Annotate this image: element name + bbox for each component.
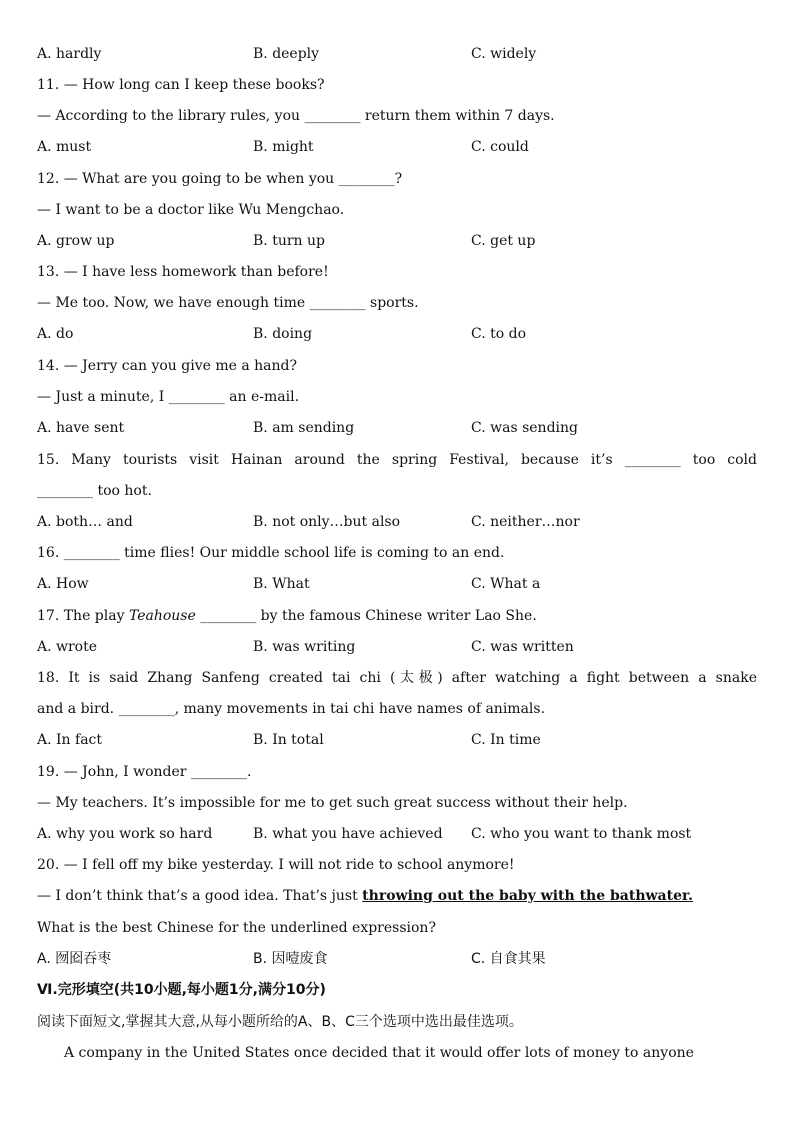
- q20-reply: [37, 885, 693, 907]
- q14-option-c[interactable]: C. was sending: [471, 420, 578, 436]
- q18-option-a[interactable]: A. In fact: [37, 732, 103, 748]
- q20-underlined-expression: throwing out the baby with the bathwater.: [362, 888, 693, 904]
- q20-option-c[interactable]: C. 自食其果: [471, 951, 546, 967]
- q12-stem: 12. — What are you going to be when you ________?: [37, 171, 403, 187]
- q14-reply: — Just a minute, I ________ an e-mail.: [37, 389, 300, 405]
- q12-option-b[interactable]: B. turn up: [253, 233, 325, 249]
- q15-stem-line2: ________ too hot.: [37, 483, 152, 499]
- q15-option-b[interactable]: B. not only…but also: [253, 514, 401, 530]
- q13-option-a[interactable]: A. do: [37, 326, 74, 342]
- q12-option-a[interactable]: A. grow up: [37, 233, 115, 249]
- q17-option-b[interactable]: B. was writing: [253, 639, 356, 655]
- q16-option-b[interactable]: B. What: [253, 576, 310, 592]
- q20-stem: 20. — I fell off my bike yesterday. I will not ride to school anymore!: [37, 857, 515, 873]
- q14-stem: 14. — Jerry can you give me a hand?: [37, 358, 298, 374]
- q10-option-a[interactable]: A. hardly: [37, 46, 102, 62]
- q13-reply: — Me too. Now, we have enough time ________ sports.: [37, 295, 419, 311]
- q13-option-b[interactable]: B. doing: [253, 326, 313, 342]
- q10-option-b[interactable]: B. deeply: [253, 46, 320, 62]
- q13-stem: 13. — I have less homework than before!: [37, 264, 329, 280]
- q15-option-a[interactable]: A. both… and: [37, 514, 133, 530]
- q17-option-c[interactable]: C. was written: [471, 639, 574, 655]
- q20-reply-pre: — I don’t think that’s a good idea. That’s just: [37, 888, 363, 904]
- q12-option-c[interactable]: C. get up: [471, 233, 536, 249]
- q14-option-a[interactable]: A. have sent: [37, 420, 125, 436]
- q18-stem-line2: and a bird. ________, many movements in tai chi have names of animals.: [37, 701, 546, 717]
- q10-option-c[interactable]: C. widely: [471, 46, 537, 62]
- q19-stem: 19. — John, I wonder ________.: [37, 764, 252, 780]
- q13-option-c[interactable]: C. to do: [471, 326, 527, 342]
- q18-option-c[interactable]: C. In time: [471, 732, 541, 748]
- q15-stem-line1: 15. Many tourists visit Hainan around the spring Festival, because it’s ________ too cold: [37, 452, 757, 468]
- q11-option-c[interactable]: C. could: [471, 139, 529, 155]
- q19-reply: — My teachers. It’s impossible for me to get such great success without their help.: [37, 795, 628, 811]
- q11-option-b[interactable]: B. might: [253, 139, 314, 155]
- q19-option-b[interactable]: B. what you have achieved: [253, 826, 443, 842]
- q20-question: What is the best Chinese for the underlined expression?: [37, 920, 436, 936]
- q20-option-b[interactable]: B. 因噎废食: [253, 951, 328, 967]
- section-6-title: Ⅵ.完形填空(共10小题,每小题1分,满分10分): [37, 982, 326, 998]
- q11-option-a[interactable]: A. must: [37, 139, 92, 155]
- passage-first-line: A company in the United States once decided that it would offer lots of money to anyone: [64, 1045, 694, 1061]
- q11-reply: — According to the library rules, you ________ return them within 7 days.: [37, 108, 555, 124]
- q19-option-c[interactable]: C. who you want to thank most: [471, 826, 692, 842]
- q16-option-c[interactable]: C. What a: [471, 576, 541, 592]
- q18-stem-line1: 18. It is said Zhang Sanfeng created tai chi (太极) after watching a fight between a snake: [37, 670, 757, 686]
- q16-stem: 16. ________ time flies! Our middle school life is coming to an end.: [37, 545, 505, 561]
- q15-option-c[interactable]: C. neither…nor: [471, 514, 580, 530]
- q20-option-a[interactable]: A. 囫囵吞枣: [37, 951, 112, 967]
- q17-stem-pre: 17. The play: [37, 608, 129, 624]
- q17-stem-post: ________ by the famous Chinese writer Lao She.: [195, 608, 537, 624]
- q19-option-a[interactable]: A. why you work so hard: [37, 826, 213, 842]
- q11-stem: 11. — How long can I keep these books?: [37, 77, 325, 93]
- q17-stem: [37, 605, 537, 627]
- q12-reply: — I want to be a doctor like Wu Mengchao.: [37, 202, 345, 218]
- q17-option-a[interactable]: A. wrote: [37, 639, 98, 655]
- section-6-instruction: 阅读下面短文,掌握其大意,从每小题所给的A、B、C三个选项中选出最佳选项。: [37, 1014, 523, 1030]
- q14-option-b[interactable]: B. am sending: [253, 420, 355, 436]
- q18-option-b[interactable]: B. In total: [253, 732, 324, 748]
- q16-option-a[interactable]: A. How: [37, 576, 89, 592]
- q17-play-title: Teahouse: [128, 608, 196, 624]
